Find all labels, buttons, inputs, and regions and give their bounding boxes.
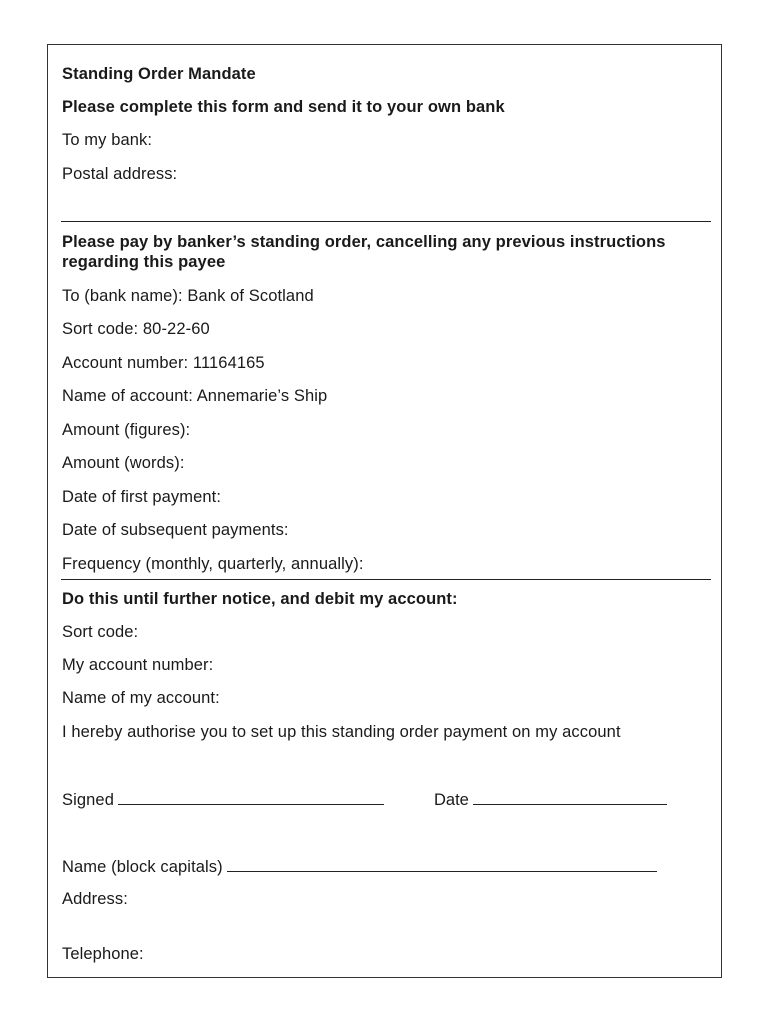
section-divider-2 <box>61 579 711 580</box>
name-line[interactable] <box>227 856 657 872</box>
form-instruction: Please complete this form and send it to your own bank <box>62 98 505 116</box>
address-label: Address: <box>62 890 128 908</box>
mandate-form-border <box>47 44 722 978</box>
telephone-label: Telephone: <box>62 945 144 963</box>
bank-name-field: To (bank name): Bank of Scotland <box>62 287 314 305</box>
date-row <box>434 789 667 810</box>
signature-row <box>62 789 384 810</box>
signature-line[interactable] <box>118 789 384 805</box>
my-sort-code-label: Sort code: <box>62 623 139 641</box>
name-block-capitals-label: Name (block capitals) <box>62 858 223 876</box>
payee-section-heading: Please pay by banker’s standing order, cancelling any previous instructions regarding this payee <box>62 233 666 271</box>
first-payment-date-label: Date of first payment: <box>62 488 222 506</box>
postal-address-label: Postal address: <box>62 165 178 183</box>
debit-section-heading: Do this until further notice, and debit my account: <box>62 590 458 608</box>
authorisation-statement: I hereby authorise you to set up this standing order payment on my account <box>62 723 621 741</box>
date-label: Date <box>434 791 469 809</box>
form-title: Standing Order Mandate <box>62 65 256 83</box>
payee-account-number-field: Account number: 11164165 <box>62 354 265 372</box>
payee-sort-code-field: Sort code: 80-22-60 <box>62 320 210 338</box>
amount-figures-label: Amount (figures): <box>62 421 191 439</box>
subsequent-payments-date-label: Date of subsequent payments: <box>62 521 289 539</box>
my-account-number-label: My account number: <box>62 656 214 674</box>
my-account-name-label: Name of my account: <box>62 689 220 707</box>
date-line[interactable] <box>473 789 667 805</box>
section-divider-1 <box>61 221 711 222</box>
amount-words-label: Amount (words): <box>62 454 185 472</box>
to-my-bank-label: To my bank: <box>62 131 153 149</box>
block-capitals-name-row <box>62 856 657 877</box>
signed-label: Signed <box>62 791 114 809</box>
frequency-label: Frequency (monthly, quarterly, annually): <box>62 555 364 573</box>
payee-account-name-field: Name of account: Annemarie’s Ship <box>62 387 328 405</box>
